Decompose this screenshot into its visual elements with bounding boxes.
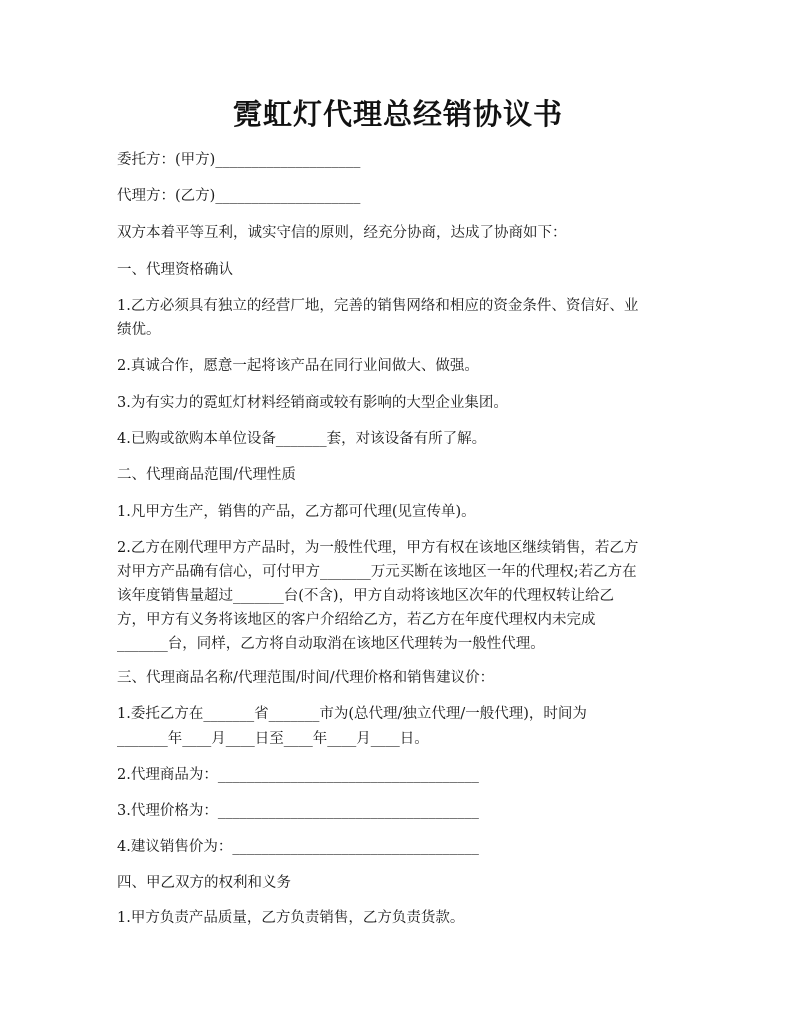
document-title: 霓虹灯代理总经销协议书 [232,97,563,131]
clause-4-1: 1.甲方负责产品质量，乙方负责销售，乙方负责货款。 [117,910,465,926]
agent-party-line: 代理方：(乙方)____________________ [117,188,361,204]
clause-3-1-line-2: _______年____月____日至____年____月____日。 [117,731,429,747]
section-4-heading: 四、甲乙双方的权利和义务 [117,875,291,891]
clause-1-4: 4.已购或欲购本单位设备_______套，对该设备有所了解。 [117,431,487,447]
clause-2-2-line-3: 该年度销售量超过_______台(不含)，甲方自动将该地区次年的代理权转让给乙 [117,588,615,604]
clause-1-1-line-1: 1.乙方必须具有独立的经营厂地，完善的销售网络和相应的资金条件、资信好、业 [117,298,639,314]
clause-3-1-line-1: 1.委托乙方在_______省_______市为(总代理/独立代理/一般代理)，时间为 [117,706,587,722]
section-2-heading: 二、代理商品范围/代理性质 [117,467,296,483]
preamble-paragraph: 双方本着平等互利，诚实守信的原则，经充分协商，达成了协商如下： [117,225,567,241]
section-1-heading: 一、代理资格确认 [117,262,233,278]
clause-3-3: 3.代理价格为：____________________________________ [117,803,479,819]
client-party-line: 委托方：(甲方)____________________ [117,152,361,168]
clause-3-4: 4.建议销售价为：__________________________________ [117,839,479,855]
section-3-heading: 三、代理商品名称/代理范围/时间/代理价格和销售建议价： [117,670,495,686]
clause-1-2: 2.真诚合作，愿意一起将该产品在同行业间做大、做强。 [117,358,479,374]
clause-1-1-line-2: 绩优。 [117,322,161,338]
clause-2-2-line-2: 对甲方产品确有信心，可付甲方_______万元买断在该地区一年的代理权;若乙方在 [117,564,637,580]
clause-2-1: 1.凡甲方生产，销售的产品，乙方都可代理(见宣传单)。 [117,504,476,520]
clause-2-2-line-4: 方，甲方有义务将该地区的客户介绍给乙方，若乙方在年度代理权内未完成 [117,612,596,628]
clause-2-2-line-1: 2.乙方在刚代理甲方产品时，为一般性代理，甲方有权在该地区继续销售，若乙方 [117,540,639,556]
clause-1-3: 3.为有实力的霓虹灯材料经销商或较有影响的大型企业集团。 [117,395,508,411]
clause-2-2-line-5: _______台，同样，乙方将自动取消在该地区代理转为一般性代理。 [117,636,545,652]
clause-3-2: 2.代理商品为：____________________________________ [117,767,479,783]
